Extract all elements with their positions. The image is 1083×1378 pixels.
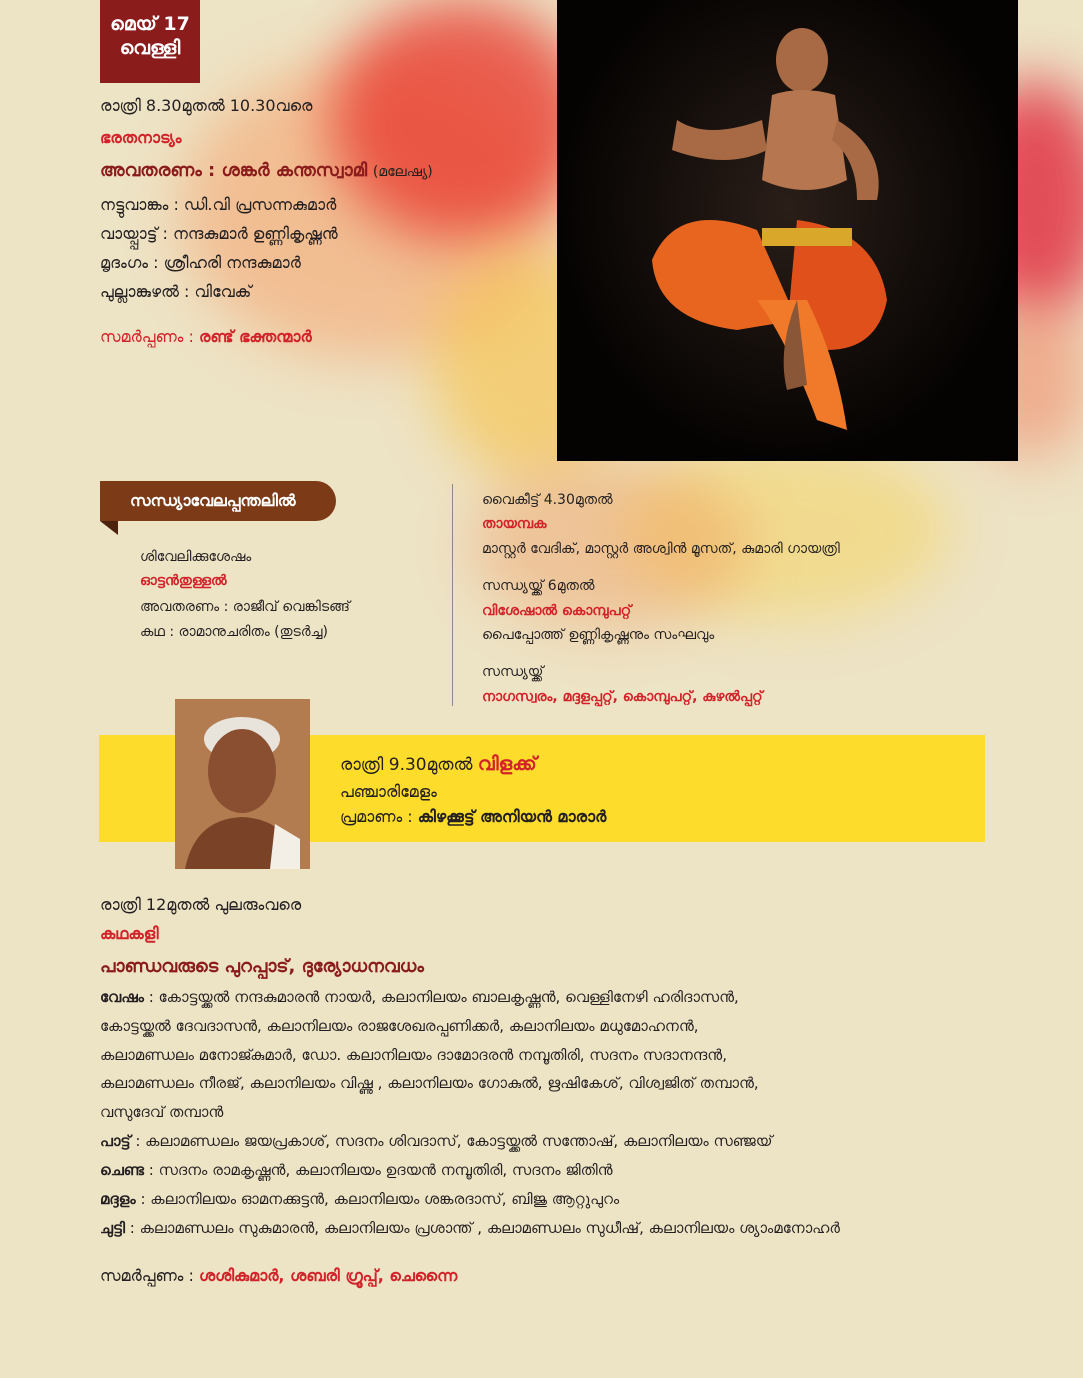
vilakku-heading (340, 753, 537, 775)
tab-fold (100, 521, 118, 535)
artist-photo (175, 699, 310, 869)
credit-row (100, 1219, 840, 1237)
event-time: സന്ധ്യയ്ക്ക് (482, 664, 544, 680)
ottanthullal-performer: അവതരണം : രാജീവ് വെങ്കിടങ്ങ് (140, 599, 350, 615)
dedication-label: സമർപ്പണം : (100, 1266, 194, 1285)
credit-line: വായ്പ്പാട്ട് : നന്ദകുമാർ ഉണ്ണികൃഷ്ണൻ (100, 224, 338, 243)
vesham-line (100, 988, 739, 1006)
event-desc: മാസ്റ്റർ വേദിക്, മാസ്റ്റർ അശ്വിൻ മൂസത്, കുമാരി ഗായത്രി (482, 541, 840, 557)
credit-row (100, 1161, 613, 1179)
kathakali-story: പാണ്ഡവരുടെ പുറപ്പാട്, ദുര്യോധനവധം (100, 956, 424, 977)
ottanthullal-story: കഥ : രാമാനുചരിതം (തുടർച്ച) (140, 624, 328, 640)
vesham-label: വേഷം (100, 988, 144, 1006)
bharatanatyam-title: ഭരതനാട്യം (100, 128, 182, 147)
credit-value: : കലാനിലയം ഓമനക്കുട്ടൻ, കലാനിലയം ശങ്കരദാസ്, ബിജു ആറ്റുപുറം (135, 1190, 620, 1208)
kathakali-title: കഥകളി (100, 924, 159, 943)
dancer-illustration (557, 0, 1018, 461)
bharatanatyam-dedication (100, 327, 312, 347)
event-time: വൈകീട്ട് 4.30മുതൽ (482, 492, 613, 508)
vesham-line: കലാമണ്ഡലം നീരജ്, കലാനിലയം വിഷ്ണു , കലാനിലയം ഗോകുൽ, ഋഷികേശ്, വിശ്വജിത് തമ്പാൻ, (100, 1074, 759, 1092)
dancer-photo (557, 0, 1018, 461)
lead-label: പ്രമാണം : (340, 807, 413, 826)
vilakku-time: രാത്രി 9.30മുതൽ (340, 755, 473, 775)
dedication-label: സമർപ്പണം : (100, 327, 194, 346)
date-weekday: വെള്ളി (119, 37, 181, 59)
event-desc: പൈപ്പോത്ത് ഉണ്ണികൃഷ്ണനും സംഘവും (482, 627, 715, 643)
kathakali-dedication (100, 1266, 457, 1286)
vesham-line: കലാമണ്ഡലം മനോജ്കുമാർ, ഡോ. കലാനിലയം ദാമോദരൻ നമ്പൂതിരി, സദനം സദാനന്ദൻ, (100, 1046, 727, 1064)
performer-name: അവതരണം : ശങ്കർ കന്തസ്വാമി (100, 160, 368, 181)
sandhya-tab: സന്ധ്യാവേലപ്പന്തലിൽ (100, 481, 336, 521)
credit-value: : സദനം രാമകൃഷ്ണൻ, കലാനിലയം ഉദയൻ നമ്പൂതിരി, സദനം ജിതിൻ (144, 1161, 613, 1179)
vesham-line: വസുദേവ് തമ്പാൻ (100, 1103, 224, 1121)
event-title: തായമ്പക (482, 516, 547, 532)
credit-label: പാട്ട് (100, 1132, 131, 1150)
credit-line: നട്ടുവാങ്കം : ഡി.വി പ്രസന്നകുമാർ (100, 195, 337, 214)
divider (452, 484, 453, 706)
credit-value: : കലാമണ്ഡലം സുകുമാരൻ, കലാനിലയം പ്രശാന്ത് , കലാമണ്ഡലം സുധീഷ്, കലാനിലയം ശ്യാംമനോഹർ (125, 1219, 840, 1237)
vesham-text: : കോട്ടയ്ക്കൽ നന്ദകുമാരൻ നായർ, കലാനിലയം ബാലകൃഷ്ണൻ, വെള്ളിനേഴി ഹരിദാസൻ, (148, 988, 739, 1006)
credit-row (100, 1190, 619, 1208)
dedication-value: ശശികുമാർ, ശബരി ഗ്രൂപ്പ്, ചെന്നൈ (198, 1266, 458, 1285)
credit-row (100, 1132, 772, 1150)
date-badge (100, 0, 200, 83)
credit-label: ചെണ്ട (100, 1161, 144, 1179)
ottanthullal-time: ശിവേലിക്കുശേഷം (140, 549, 252, 565)
credit-value: : കലാമണ്ഡലം ജയപ്രകാശ്, സദനം ശിവദാസ്, കോട്ടയ്ക്കൽ സന്തോഷ്, കലാനിലയം സഞ്ജയ് (130, 1132, 773, 1150)
dedication-value: രണ്ട് ഭക്തന്മാർ (198, 327, 312, 346)
credit-label: മദ്ദളം (100, 1190, 136, 1208)
event-title: വിശേഷാൽ കൊമ്പുപറ്റ് (482, 603, 632, 619)
credit-label: ചുട്ടി (100, 1219, 126, 1237)
event-time: സന്ധ്യയ്ക്ക് 6മുതൽ (482, 578, 595, 594)
vilakku-lead (340, 807, 606, 827)
credit-line: പുല്ലാങ്കുഴൽ : വിവേക് (100, 282, 252, 301)
date-day: മെയ് 17 (110, 13, 190, 35)
vilakku-title: വിളക്ക് (477, 753, 537, 775)
vilakku-melam: പഞ്ചാരിമേളം (340, 782, 437, 801)
vesham-line: കോട്ടയ്ക്കൽ ദേവദാസൻ, കലാനിലയം രാജശേഖരപ്പണിക്കർ, കലാനിലയം മധുമോഹനൻ, (100, 1017, 699, 1035)
kathakali-time: രാത്രി 12മുതൽ പുലരുംവരെ (100, 895, 302, 914)
event-title: നാഗസ്വരം, മദ്ദളപ്പറ്റ്, കൊമ്പുപറ്റ്, കുഴൽപ്പറ്റ് (482, 689, 763, 705)
ottanthullal-title: ഓട്ടൻതുള്ളൽ (140, 573, 227, 589)
performer-origin: (മലേഷ്യ) (372, 164, 433, 180)
lead-value: കിഴക്കൂട്ട് അനിയൻ മാരാർ (417, 807, 607, 826)
bharatanatyam-time: രാത്രി 8.30മുതൽ 10.30വരെ (100, 96, 313, 115)
credit-line: മൃദംഗം : ശ്രീഹരി നന്ദകുമാർ (100, 253, 301, 272)
bharatanatyam-performer (100, 160, 433, 181)
artist-illustration (175, 699, 310, 869)
